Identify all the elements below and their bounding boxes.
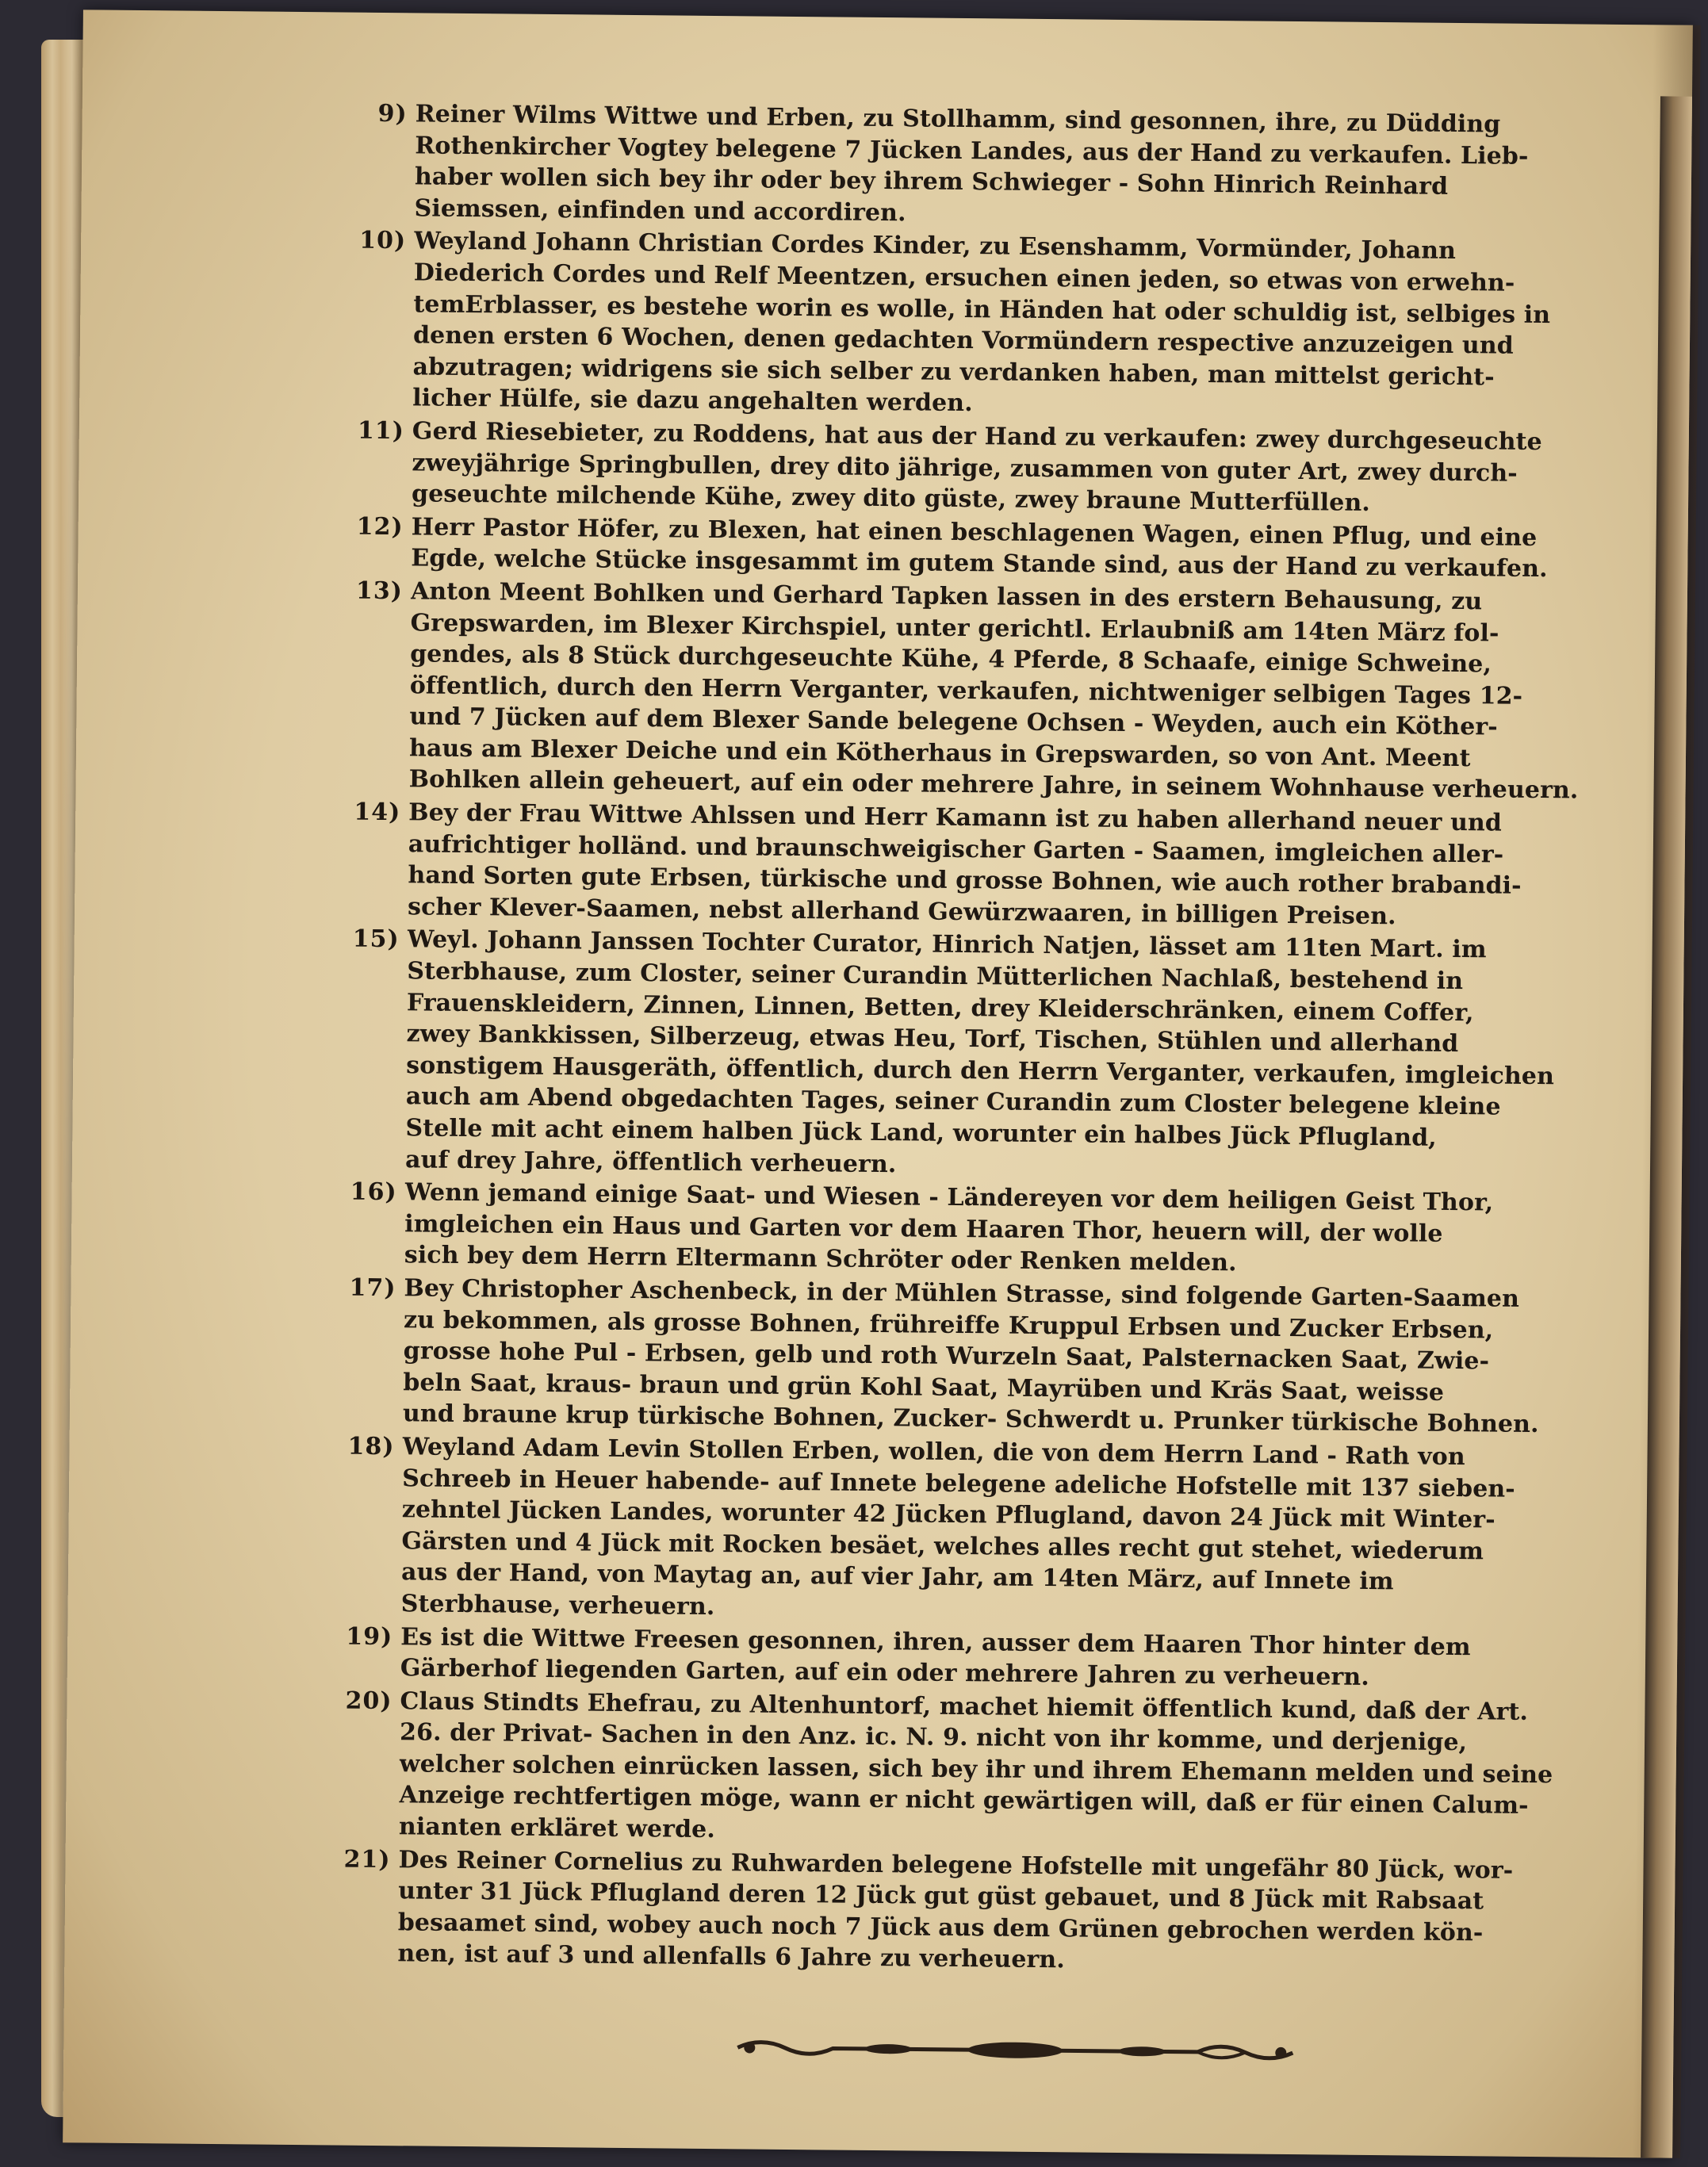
entry-text-line: Sterbhause, verheuern. [400,1590,715,1621]
entry-text-line: sich bey dem Herrn Eltermann Schröter oder Renken melden. [404,1241,1237,1277]
entry [354,797,1614,934]
entry-text-line: sonstigem Hausgeräth, öffentlich, durch den Herrn Verganter, verkaufen, imgleichen [406,1051,1555,1090]
entry-text-line: auf drey Jahre, öffentlich verheuern. [404,1145,897,1178]
entry [346,1621,1607,1696]
entry-text-line: nen, ist auf 3 und allenfalls 6 Jahre zu verheuern. [397,1939,1066,1974]
entry-text-line: Grepswarden, im Blexer Kirchspiel, unter gerichtl. Erlaubniß am 14ten März fol- [410,608,1499,647]
entry [345,1686,1606,1855]
entry-text-line: Claus Stindts Ehefrau, zu Altenhuntorf, machet hiemit öffentlich kund, daß der Art. [400,1687,1529,1726]
entry-text-line: denen ersten 6 Wochen, denen gedachten Vormündern respective anzuzeigen und [412,321,1514,360]
entry-text-line: Anzeige rechtfertigen möge, wann er nicht gewärtigen will, daß er für einen Calum- [399,1781,1529,1821]
entry-text-line: aufrichtiger holländ. und braunschweigischer Garten - Saamen, imgleichen aller- [408,829,1504,869]
entry-text-line: Bey Christopher Aschenbeck, in der Mühlen Strasse, sind folgende Garten-Saamen [404,1274,1520,1313]
entry-text-line: auch am Abend obgedachten Tages, seiner Curandin zum Closter belegene kleine [405,1082,1501,1121]
entry-text-line: temErblasser, es bestehe worin es wolle, in Händen hat oder schuldig ist, selbiges in [413,289,1551,329]
entry-number: 14) [354,798,401,827]
entry-number: 21) [343,1845,391,1874]
entry-text-line: zu bekommen, als grosse Bohnen, frühreiffe Kruppul Erbsen und Zucker Erbsen, [403,1305,1494,1345]
entry-text-line: scher Klever-Saamen, nebst allerhand Gewürzwaaren, in billigen Preisen. [407,893,1396,931]
entry [359,226,1619,426]
entry-text-line: haus am Blexer Deiche und ein Kötherhaus in Grepswarden, so von Ant. Meent [408,734,1471,773]
entry-text-line: zweyjährige Springbullen, drey dito jährige, zusammen von guter Art, zwey durch- [412,448,1518,488]
entry-text-line: haber wollen sich bey ihr oder bey ihrem Schwieger - Sohn Hinrich Reinhard [414,163,1449,201]
entry-text-line: zwey Bankkissen, Silberzeug, etwas Heu, Torf, Tischen, Stühlen und allerhand [406,1020,1459,1059]
entry [350,1177,1610,1282]
entry-text-line: Reiner Wilms Wittwe und Erben, zu Stollhamm, sind gesonnen, ihre, zu Düdding [415,100,1501,139]
entry-text-line: Anton Meent Bohlken und Gerhard Tapken lassen in des erstern Behausung, zu [410,577,1483,616]
entry [343,1844,1603,1981]
advertisement-list [343,98,1621,1983]
entry-text-line: imgleichen ein Haus und Garten vor dem Haaren Thor, heuern will, der wolle [404,1210,1443,1248]
entry [356,511,1617,586]
entry-text-line: Bey der Frau Wittwe Ahlssen und Herr Kamann ist zu haben allerhand neuer und [408,798,1503,837]
entry-text-line: Weyland Adam Levin Stollen Erben, wollen, die von dem Herrn Land - Rath von [402,1433,1465,1472]
entry [352,925,1613,1187]
entry-text-line: beln Saat, kraus- braun und grün Kohl Saat, Mayrüben und Kräs Saat, weisse [403,1369,1445,1407]
entry-text-line: aus der Hand, von Maytag an, auf vier Jahr, am 14ten März, auf Innete im [400,1558,1394,1596]
entry-text-line: Herr Pastor Höfer, zu Blexen, hat einen beschlagenen Wagen, einen Pflug, und eine [411,513,1538,552]
entry [357,415,1618,521]
entry-text-line: zehntel Jücken Landes, worunter 42 Jücken Pflugland, davon 24 Jück mit Winter- [401,1495,1495,1534]
entry-text-line: Egde, welche Stücke insgesammt im gutem Stande sind, aus der Hand zu verkaufen. [411,544,1548,584]
entry-text-line: Gärberhof liegenden Garten, auf ein oder mehrere Jahren zu verheuern. [400,1654,1370,1692]
entry-number: 18) [347,1432,395,1461]
entry-text-line: Weyland Johann Christian Cordes Kinder, zu Esenshamm, Vormünder, Johann [414,227,1457,266]
ornament-divider-icon [730,2030,1300,2070]
entry-text-line: Weyl. Johann Janssen Tochter Curator, Hinrich Natjen, lässet am 11ten Mart. im [407,925,1487,964]
entry-text-line: Des Reiner Cornelius zu Ruhwarden belegene Hofstelle mit ungefähr 80 Jück, wor- [398,1845,1514,1885]
entry-number: 19) [346,1622,393,1651]
entry-number: 11) [357,416,405,446]
entry-text-line: welcher solchen einrücken lassen, sich bey ihr und ihrem Ehemann melden und seine [399,1750,1553,1790]
entry [349,1273,1610,1441]
entry-number: 16) [350,1177,397,1207]
entry [377,98,1620,235]
entry-text-line: Siemssen, einfinden und accordiren. [414,194,906,228]
entry-text-line: hand Sorten gute Erbsen, türkische und grosse Bohnen, wie auch rother brabandi- [408,861,1522,901]
entry-number: 17) [349,1273,396,1303]
entry-text-line: besaamet sind, wobey auch noch 7 Jück aus dem Grünen gebrochen werden kön- [397,1909,1484,1947]
entry-number: 12) [356,512,404,541]
entry-text-line: unter 31 Jück Pflugland deren 12 Jück gut güst gebauet, und 8 Jück mit Rabsaat [398,1877,1484,1916]
entry-number: 10) [359,227,407,255]
scanned-page [63,10,1693,2157]
entry [347,1431,1607,1631]
entry-text-line: und braune krup türkische Bohnen, Zucker- Schwerdt u. Prunker türkische Bohnen. [402,1399,1539,1439]
entry-text-line: nianten erkläret werde. [398,1813,716,1844]
entry-number: 13) [355,576,404,606]
entry-text-line: 26. der Privat- Sachen in den Anz. ic. N. 9. nicht von ihr komme, und derjenige, [399,1718,1468,1757]
entry-text-line: geseuchte milchende Kühe, zwey dito güste, zwey braune Mutterfüllen. [411,480,1371,518]
entry-text-line: licher Hülfe, sie dazu angehalten werden. [412,384,973,418]
entry-text-line: Gärsten und 4 Jück mit Rocken besäet, welches alles recht gut stehet, wiederum [401,1526,1484,1566]
entry-text-line: Gerd Riesebieter, zu Roddens, hat aus der Hand zu verkaufen: zwey durchgeseuchte [412,417,1542,456]
entry-text-line: Bohlken allein geheuert, auf ein oder mehrere Jahre, in seinem Wohnhause verheuern. [408,765,1579,805]
entry-text-line: Diederich Cordes und Relf Meentzen, ersuchen einen jeden, so etwas von erwehn- [413,258,1515,297]
entry-text-line: Stelle mit acht einem halben Jück Land, worunter ein halbes Jück Pflugland, [405,1114,1437,1152]
entry-text-line: Schreeb in Heuer habende- auf Innete belegene adeliche Hofstelle mit 137 sieben- [402,1464,1515,1503]
entry-text-line: Frauenskleidern, Zinnen, Linnen, Betten, drey Kleiderschränken, einem Coffer, [406,988,1474,1027]
entry-text-line: und 7 Jücken auf dem Blexer Sande belegene Ochsen - Weyden, auch ein Köther- [409,703,1498,741]
entry-number: 9) [377,99,408,128]
entry-text-line: gendes, als 8 Stück durchgeseuchte Kühe, 4 Pferde, 8 Schaafe, einige Schweine, [410,640,1492,679]
entry-number: 15) [352,925,400,954]
entry-text-line: öffentlich, durch den Herrn Verganter, verkaufen, nichtweniger selbigen Tages 12- [409,671,1523,710]
entry-text-line: Rothenkircher Vogtey belegene 7 Jücken Landes, aus der Hand zu verkaufen. Lieb- [415,131,1529,170]
entry-text-line: Wenn jemand einige Saat- und Wiesen - Ländereyen vor dem heiligen Geist Thor, [404,1178,1494,1217]
entry-text-line: Es ist die Wittwe Freesen gesonnen, ihren, ausser dem Haaren Thor hinter dem [400,1622,1471,1661]
entry-text-line: abzutragen; widrigens sie sich selber zu verdanken haben, man mittelst gericht- [412,353,1495,392]
entry-number: 20) [345,1687,393,1715]
entry-text-line: grosse hohe Pul - Erbsen, gelb und roth Wurzeln Saat, Palsternacken Saat, Zwie- [403,1337,1490,1376]
entry [355,576,1616,807]
entry-text-line: Sterbhause, zum Closter, seiner Curandin Mütterlichen Nachlaß, bestehend in [407,957,1464,996]
